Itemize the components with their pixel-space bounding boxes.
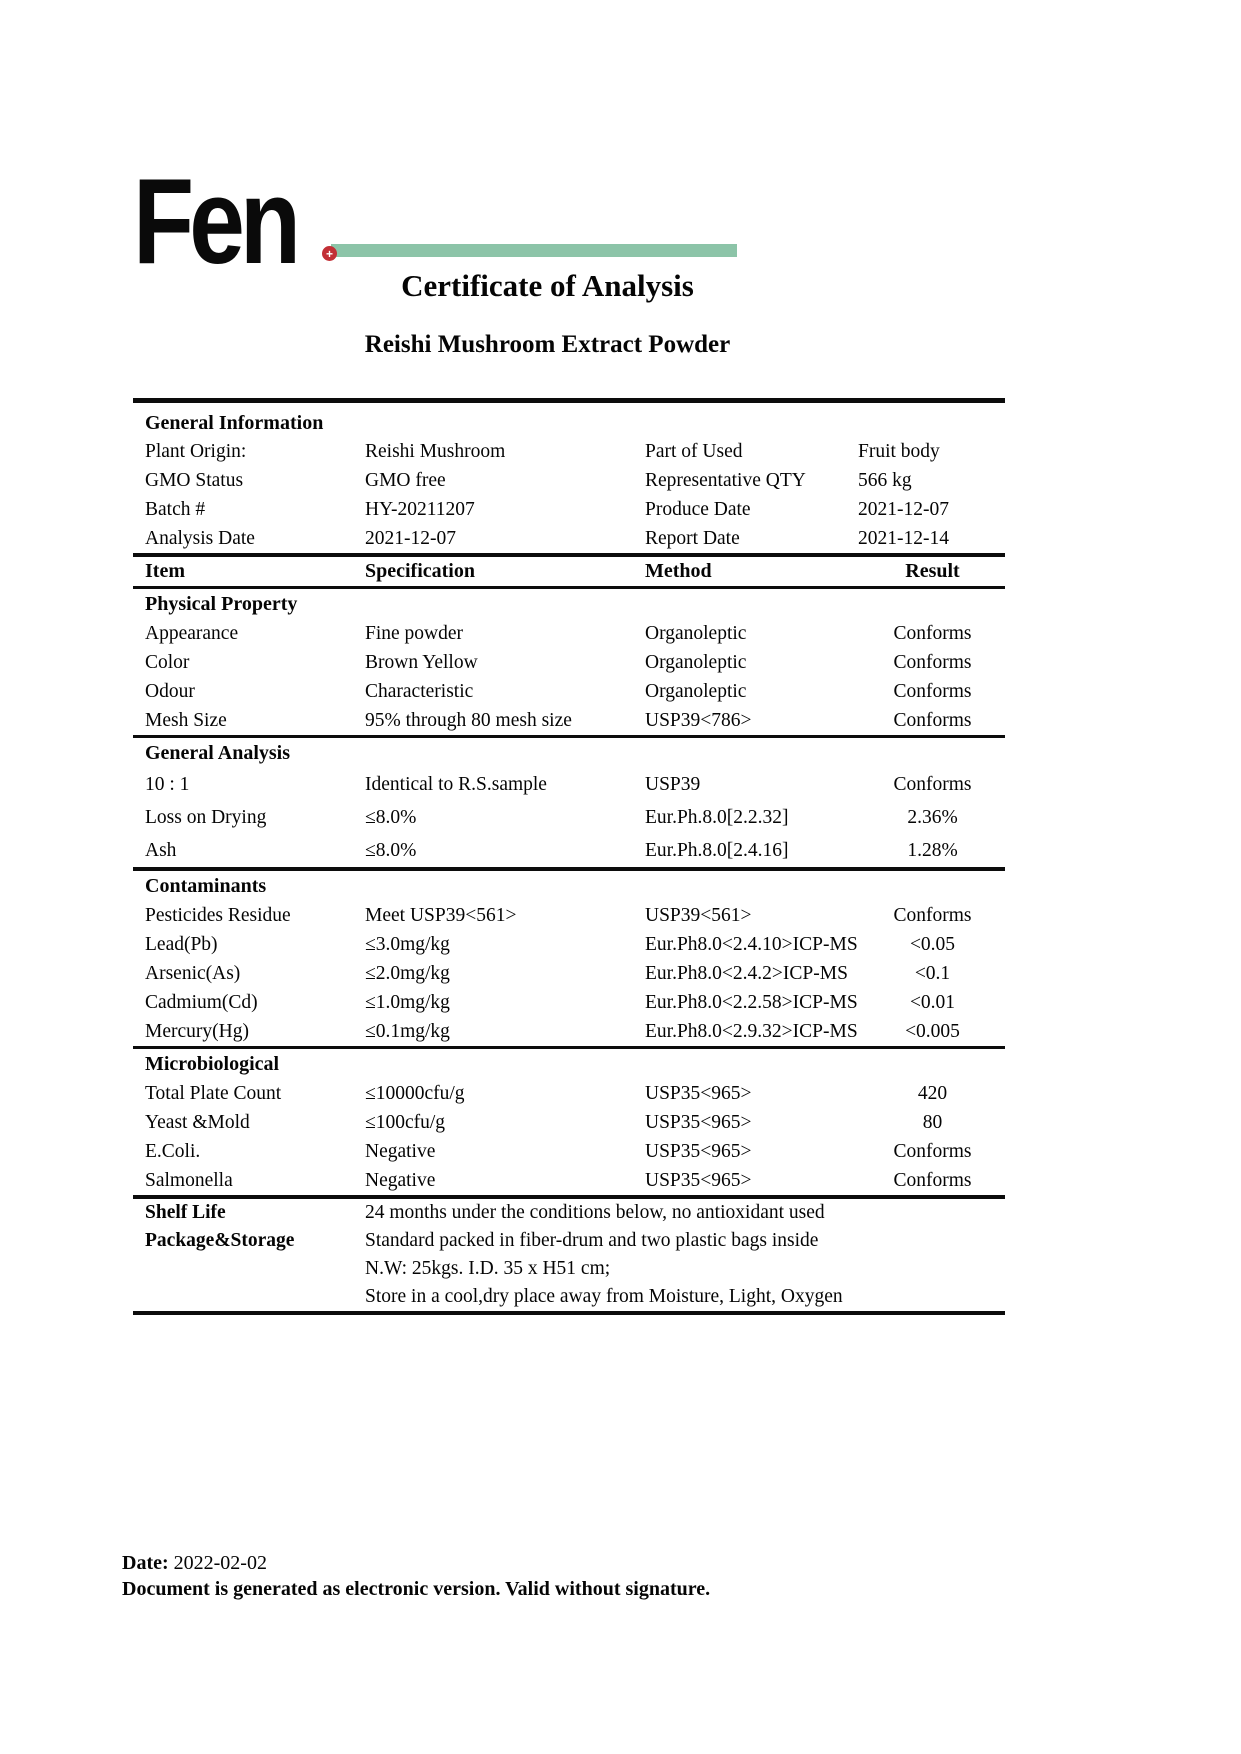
logo-wordmark: Fen xyxy=(133,153,297,289)
page-title: Certificate of Analysis xyxy=(401,268,694,303)
spec-cell-specification: Fine powder xyxy=(365,623,464,644)
spec-cell-result: 420 xyxy=(917,1083,948,1104)
section-contaminants xyxy=(133,867,1005,1046)
spec-cell-result: Conforms xyxy=(893,623,972,644)
spec-cell-result: Conforms xyxy=(893,710,972,731)
spec-cell-specification: ≤3.0mg/kg xyxy=(365,934,450,955)
column-header-result: Result xyxy=(905,560,960,582)
spec-row xyxy=(133,834,1005,867)
storage-text: Standard packed in fiber-drum and two plastic bags inside xyxy=(365,1230,819,1251)
spec-row xyxy=(133,988,1005,1017)
spec-cell-item: Yeast &Mold xyxy=(145,1112,250,1133)
spec-cell-result: 80 xyxy=(922,1112,943,1133)
spec-cell-item: Mercury(Hg) xyxy=(145,1021,249,1042)
info-label: Plant Origin: xyxy=(145,441,247,462)
spec-row xyxy=(133,677,1005,706)
spec-cell-method: USP35<965> xyxy=(645,1083,752,1104)
storage-label: Package&Storage xyxy=(145,1230,295,1251)
storage-row xyxy=(133,1227,1005,1255)
storage-label: Shelf Life xyxy=(145,1202,226,1223)
spec-cell-item: Appearance xyxy=(145,623,239,644)
spec-cell-specification: Meet USP39<561> xyxy=(365,905,517,926)
spec-cell-method: Organoleptic xyxy=(645,623,747,644)
info-value: Reishi Mushroom xyxy=(365,441,506,462)
storage-label xyxy=(145,1255,365,1283)
spec-cell-item: Mesh Size xyxy=(145,710,227,731)
spec-cell-method: USP39 xyxy=(645,774,701,795)
spec-cell-specification: 95% through 80 mesh size xyxy=(365,710,572,731)
spec-cell-result: 2.36% xyxy=(907,807,958,828)
spec-row xyxy=(133,1017,1005,1046)
spec-cell-specification: Negative xyxy=(365,1141,436,1162)
info-label: Part of Used xyxy=(645,441,743,462)
spec-cell-result: <0.05 xyxy=(909,934,956,955)
section-shelf-life-storage xyxy=(133,1195,1005,1315)
info-label: Analysis Date xyxy=(145,528,255,549)
spec-cell-item: Pesticides Residue xyxy=(145,905,291,926)
spec-header-row xyxy=(133,553,1005,589)
spec-cell-result: Conforms xyxy=(893,1141,972,1162)
info-label: Representative QTY xyxy=(645,470,806,491)
spec-cell-item: Ash xyxy=(145,840,177,861)
section-heading-contaminants: Contaminants xyxy=(145,875,267,897)
logo-divider-bar xyxy=(331,244,737,257)
info-value: HY-20211207 xyxy=(365,499,475,520)
spec-row xyxy=(133,619,1005,648)
spec-cell-result: <0.005 xyxy=(905,1021,960,1042)
spec-cell-method: Eur.Ph.8.0[2.4.16] xyxy=(645,840,789,861)
storage-row xyxy=(133,1255,1005,1283)
info-value: 2021-12-07 xyxy=(365,528,456,549)
spec-cell-item: Color xyxy=(145,652,190,673)
section-microbiological xyxy=(133,1046,1005,1195)
general-information-section xyxy=(133,398,1005,553)
plus-glyph: + xyxy=(325,246,333,261)
info-value: GMO free xyxy=(365,470,446,491)
spec-cell-item: E.Coli. xyxy=(145,1141,201,1162)
spec-cell-result: Conforms xyxy=(893,681,972,702)
storage-row xyxy=(133,1283,1005,1311)
info-row xyxy=(133,524,1005,553)
date-label: Date: xyxy=(122,1552,169,1574)
spec-row xyxy=(133,1166,1005,1195)
spec-cell-method: Eur.Ph8.0<2.4.10>ICP-MS xyxy=(645,934,858,955)
spec-cell-result: 1.28% xyxy=(907,840,958,861)
spec-cell-item: Cadmium(Cd) xyxy=(145,992,258,1013)
info-row xyxy=(133,495,1005,524)
plus-badge-icon xyxy=(322,246,337,261)
spec-cell-result: Conforms xyxy=(893,652,972,673)
column-header-item: Item xyxy=(145,560,185,582)
spec-cell-result: Conforms xyxy=(893,905,972,926)
storage-label xyxy=(145,1283,365,1311)
column-header-method: Method xyxy=(645,560,712,582)
spec-cell-item: Loss on Drying xyxy=(145,807,267,828)
spec-cell-result: <0.1 xyxy=(914,963,951,984)
section-heading-general-information: General Information xyxy=(145,412,324,434)
spec-cell-specification: ≤8.0% xyxy=(365,807,417,828)
spec-cell-method: USP35<965> xyxy=(645,1170,752,1191)
spec-cell-result: <0.01 xyxy=(909,992,956,1013)
spec-cell-method: Organoleptic xyxy=(645,681,747,702)
spec-row xyxy=(133,648,1005,677)
storage-text: Store in a cool,dry place away from Moisture, Light, Oxygen xyxy=(365,1286,843,1307)
spec-cell-specification: ≤8.0% xyxy=(365,840,417,861)
spec-cell-specification: Brown Yellow xyxy=(365,652,478,673)
spec-cell-result: Conforms xyxy=(893,774,972,795)
spec-row xyxy=(133,706,1005,735)
spec-row xyxy=(133,768,1005,801)
storage-text: 24 months under the conditions below, no antioxidant used xyxy=(365,1202,825,1223)
spec-cell-specification: ≤2.0mg/kg xyxy=(365,963,450,984)
spec-cell-item: Total Plate Count xyxy=(145,1083,282,1104)
section-general-analysis xyxy=(133,735,1005,867)
spec-row xyxy=(133,930,1005,959)
spec-cell-item: Odour xyxy=(145,681,195,702)
spec-row xyxy=(133,1137,1005,1166)
info-label: GMO Status xyxy=(145,470,244,491)
spec-cell-method: Eur.Ph8.0<2.2.58>ICP-MS xyxy=(645,992,858,1013)
info-value: Fruit body xyxy=(858,441,940,462)
spec-row xyxy=(133,1079,1005,1108)
spec-cell-specification: ≤10000cfu/g xyxy=(365,1083,465,1104)
spec-cell-item: Lead(Pb) xyxy=(145,934,218,955)
spec-cell-specification: ≤1.0mg/kg xyxy=(365,992,450,1013)
info-value: 2021-12-14 xyxy=(858,528,949,549)
spec-cell-specification: Negative xyxy=(365,1170,436,1191)
date-line xyxy=(122,1550,710,1576)
section-heading-microbiological: Microbiological xyxy=(145,1053,280,1075)
spec-cell-method: USP39<561> xyxy=(645,905,752,926)
column-header-specification: Specification xyxy=(365,560,475,582)
date-value: 2022-02-02 xyxy=(173,1552,267,1574)
info-value: 566 kg xyxy=(858,470,912,491)
spec-cell-specification: Identical to R.S.sample xyxy=(365,774,547,795)
coa-table xyxy=(133,398,1005,1315)
info-label: Produce Date xyxy=(645,499,751,520)
spec-cell-method: Eur.Ph8.0<2.9.32>ICP-MS xyxy=(645,1021,858,1042)
spec-cell-item: Arsenic(As) xyxy=(145,963,241,984)
spec-cell-method: USP35<965> xyxy=(645,1141,752,1162)
spec-cell-method: Organoleptic xyxy=(645,652,747,673)
product-name-subtitle: Reishi Mushroom Extract Powder xyxy=(364,331,731,358)
info-row xyxy=(133,437,1005,466)
spec-cell-result: Conforms xyxy=(893,1170,972,1191)
spec-cell-method: Eur.Ph.8.0[2.2.32] xyxy=(645,807,789,828)
spec-cell-specification: ≤0.1mg/kg xyxy=(365,1021,450,1042)
section-heading-physical-property: Physical Property xyxy=(145,593,298,615)
spec-cell-item: Salmonella xyxy=(145,1170,233,1191)
spec-cell-method: USP39<786> xyxy=(645,710,752,731)
info-label: Report Date xyxy=(645,528,740,549)
spec-cell-method: Eur.Ph8.0<2.4.2>ICP-MS xyxy=(645,963,848,984)
info-label: Batch # xyxy=(145,499,206,520)
spec-row xyxy=(133,959,1005,988)
spec-row xyxy=(133,901,1005,930)
spec-cell-specification: ≤100cfu/g xyxy=(365,1112,446,1133)
spec-cell-specification: Characteristic xyxy=(365,681,474,702)
spec-row xyxy=(133,801,1005,834)
section-physical-property xyxy=(133,589,1005,735)
electronic-version-note: Document is generated as electronic version. Valid without signature. xyxy=(122,1578,711,1600)
info-value: 2021-12-07 xyxy=(858,499,949,520)
info-row xyxy=(133,466,1005,495)
spec-cell-item: 10 : 1 xyxy=(145,774,190,795)
spec-cell-method: USP35<965> xyxy=(645,1112,752,1133)
section-heading-general-analysis: General Analysis xyxy=(145,742,291,764)
spec-row xyxy=(133,1108,1005,1137)
document-footer xyxy=(122,1550,710,1602)
storage-text: N.W: 25kgs. I.D. 35 x H51 cm; xyxy=(365,1258,611,1279)
storage-row xyxy=(133,1199,1005,1227)
